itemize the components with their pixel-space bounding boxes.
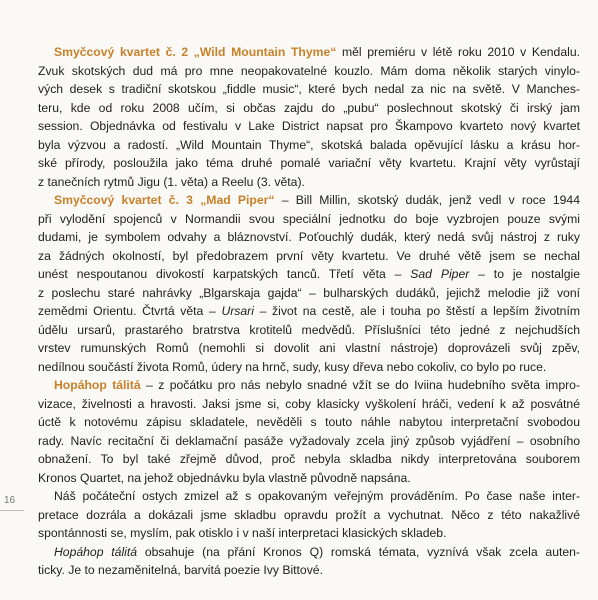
text-line — [38, 302, 580, 321]
text-run: – to je nostalgie — [469, 267, 580, 281]
text-line — [38, 284, 580, 303]
paragraph — [38, 487, 580, 543]
page-number-rule — [0, 510, 24, 511]
text-line — [38, 265, 580, 284]
text-line — [38, 191, 580, 210]
text-run: úctě k notovému zápisu skladatele, nevěděli s touto náhle nabytou interpretační svobodou — [38, 415, 580, 429]
paragraph — [38, 43, 580, 191]
text-run: dudami, je symbolem odvahy a bláznovství. Poťouchlý dudák, který nedá svůj nástroj z ruky — [38, 230, 580, 244]
article-body — [38, 43, 580, 580]
text-run: – Bill Millin, skotský dudák, jenž vedl v roce 1944 — [274, 193, 580, 207]
page-number: 16 — [4, 495, 16, 506]
text-line — [38, 358, 580, 377]
text-run: – život na cestě, ale i touha po štěstí a lepším životním — [253, 304, 580, 318]
text-run: zemědmi Orientu. Čtvrtá věta – — [38, 304, 222, 318]
text-line — [38, 487, 580, 506]
text-run: nedílnou součástí života Romů, údery na hrnč, sudy, kusy dřeva nebo cokoliv, co bylo po ruce. — [38, 359, 547, 374]
italic-title: Hopáhop tálitá — [54, 544, 138, 559]
text-run: rady. Navíc recitační či deklamační pasáže vyžadovaly zcela jiný způsob vyjádření – osobního — [38, 433, 580, 448]
text-line — [38, 469, 580, 488]
text-line — [38, 247, 580, 266]
text-run: obnažení. To byl také zřejmě důvod, proč nebyla skladba nikdy interpretována souborem — [38, 452, 580, 466]
text-run: měl premiéru v létě roku 2010 v Kendalu. — [336, 45, 580, 59]
text-line — [38, 136, 580, 155]
text-line — [38, 395, 580, 414]
text-run: ticky. Je to nezaměnitelná, barvitá poezie Ivy Bittové. — [38, 563, 323, 577]
text-run: vrstev rumunských Romů (nemohli si dovolit ani vlastní nástroje) doprovázeli svůj zpěv, — [38, 341, 580, 355]
paragraph — [38, 543, 580, 580]
italic-title: Sad Piper — [410, 267, 470, 281]
text-line — [38, 524, 580, 543]
text-run: při vylodění spojenců v Normandii svou speciální jednotku do boje vyzbrojen pouze svými — [38, 211, 580, 226]
text-line — [38, 173, 580, 192]
text-run: z poslechu staré nahrávky „Blgarskaja gajda“ – bulharských dudáků, jejichž melodie již voní — [38, 285, 580, 300]
text-line — [38, 99, 580, 118]
text-line — [38, 376, 580, 395]
text-line — [38, 154, 580, 173]
text-run: za žádných okolností, byl předobrazem první věty kvartetu. Ve druhé větě jsem se nechal — [38, 248, 580, 263]
text-run: Kronos Quartet, na jehož objednávku byla vlastně původně napsána. — [38, 470, 411, 485]
text-line — [38, 62, 580, 81]
text-run: spontánnosti se, myslím, pak otisklo i v naší interpretaci klasických skladeb. — [38, 526, 447, 540]
section-heading: Hopáhop tálitá — [54, 378, 141, 392]
text-line — [38, 506, 580, 525]
text-line — [38, 117, 580, 136]
text-run: Zvuk skotských dud má pro mne neopakovatelné kouzlo. Mám doma několik starých vinylo- — [38, 63, 580, 78]
italic-title: Ursari — [221, 304, 254, 318]
section-heading: Smyčcový kvartet č. 3 „Mad Piper“ — [54, 193, 275, 207]
text-run: pretace dozrála a dokázali jsme skladbu opravdu prožít a vychutnat. Něco z této nakažlivé — [38, 507, 580, 522]
text-run: z tanečních rytmů Jigu (1. věta) a Reelu (3. věta). — [38, 174, 305, 189]
text-run: obsahuje (na přání Kronos Q) romská témata, vyznívá však zcela auten- — [137, 544, 580, 559]
paragraph — [38, 191, 580, 376]
text-line — [38, 321, 580, 340]
text-run: session. Objednávka od festivalu v Lake District napsat pro Škampovo kvarteto nový kvartet — [38, 119, 580, 133]
text-line — [38, 43, 580, 62]
text-run: vizace, živelnosti a hravosti. Jaksi jsme si, coby klasicky vyškolení hráči, vedení k až posvátné — [38, 396, 580, 411]
text-line — [38, 450, 580, 469]
text-run: unést nespoutanou divokostí karpatských tanců. Třetí věta – — [38, 267, 411, 281]
text-line — [38, 561, 580, 580]
section-heading: Smyčcový kvartet č. 2 „Wild Mountain Thyme“ — [54, 45, 337, 59]
text-run: teru, kde od roku 2008 učím, si občas zajdu do „pubu“ poslechnout skotský či irský jam — [38, 100, 580, 115]
text-line — [38, 339, 580, 358]
text-line — [38, 228, 580, 247]
text-line — [38, 80, 580, 99]
text-run: ské přírody, posloužila jako téma druhé pomalé variační věty kvartetu. Krajní věty vyrůstají — [38, 156, 580, 170]
text-line — [38, 432, 580, 451]
text-run: Náš počáteční ostych zmizel až s opakovaným veřejným prováděním. Po čase naše inter- — [54, 489, 580, 503]
paragraph — [38, 376, 580, 487]
text-run: vých desek s tradiční skotskou „fiddle music“, které bych nedal za nic na světě. V Manches- — [38, 82, 580, 96]
text-line — [38, 413, 580, 432]
text-line — [38, 210, 580, 229]
text-line — [38, 543, 580, 562]
text-run: údělu ursarů, prastarého bratrstva krotitelů medvědů. Příslušníci této jedné z nejchudších — [38, 322, 580, 337]
text-run: – z počátku pro nás nebylo snadné vžít se do Iviina hudebního světa impro- — [140, 378, 580, 392]
text-run: byla výzvou a radostí. „Wild Mountain Thyme“, skotská balada opěvující lásku a krásu hor- — [38, 137, 580, 152]
